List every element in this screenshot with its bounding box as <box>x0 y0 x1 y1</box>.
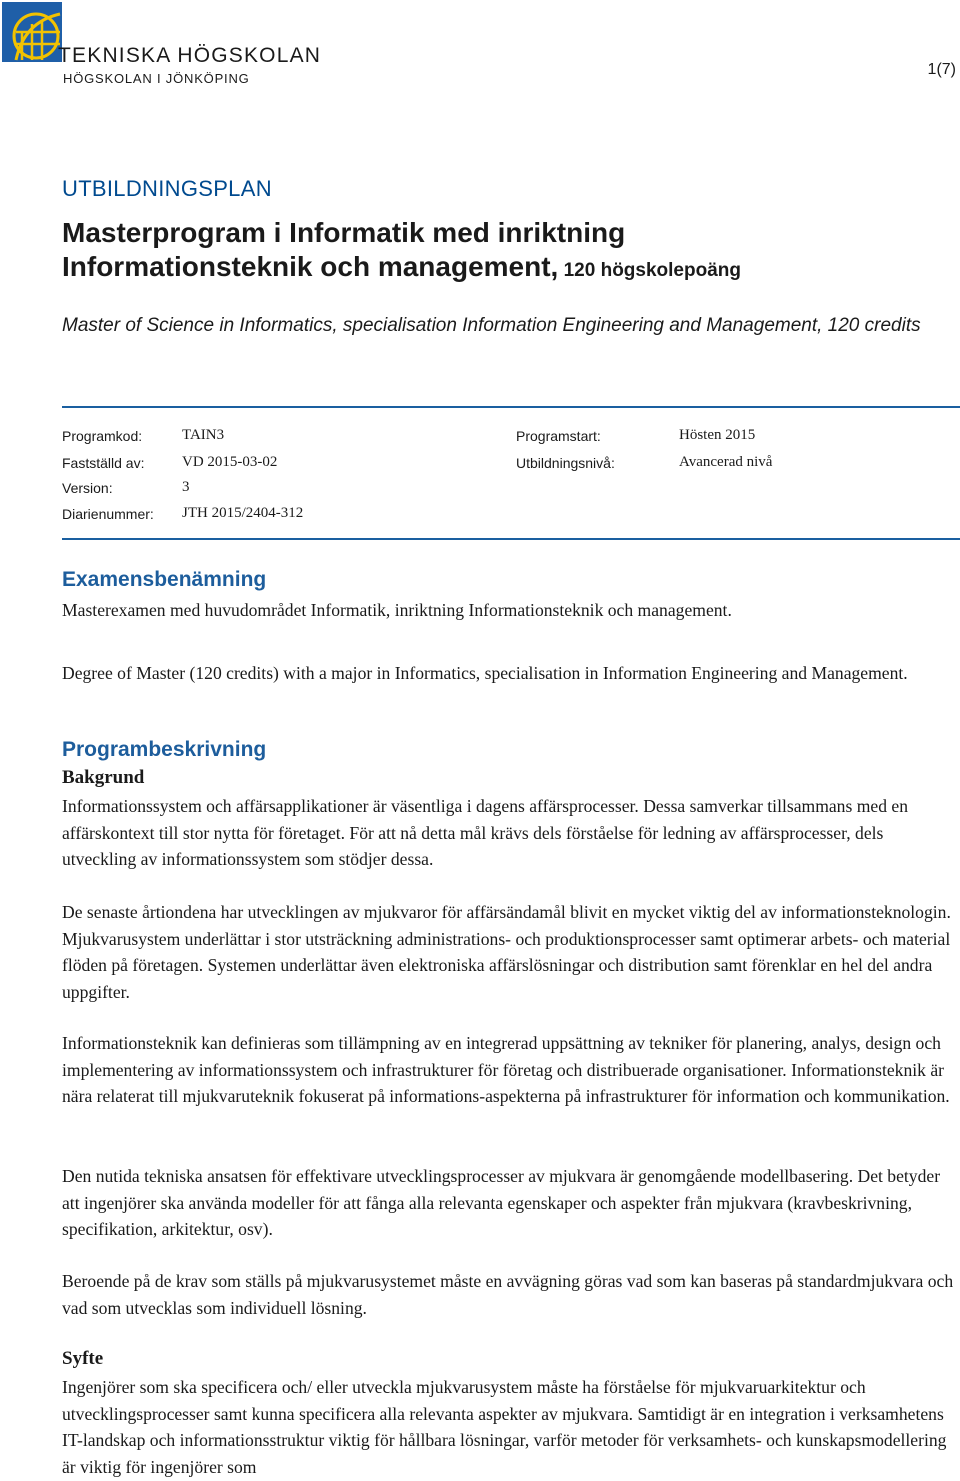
meta-divider-top <box>62 406 960 408</box>
diarienummer-label: Diarienummer: <box>62 506 154 522</box>
title-line-2 <box>62 250 942 288</box>
meta-divider-bottom <box>62 538 960 540</box>
syfte-heading: Syfte <box>62 1348 104 1369</box>
programstart-value: Hösten 2015 <box>679 427 756 443</box>
syfte-paragraph: Ingenjörer som ska specificera och/ eller utveckla mjukvarusystem måste ha förståelse för mjukvaruarkitektur och utvecklingsprocesser samt kunna specificera alla relevanta aspekter av mjukvara. Samtidigt är en integration i verksamhetens IT-landskap och informationsstruktur viktig för hållbara lösningar, varför metoder för verksamhets- och kunskapsmodellering är viktig för ingenjörer som <box>62 1377 947 1477</box>
bakgrund-paragraph-1: Informationssystem och affärsapplikationer är väsentliga i dagens affärsprocesser. Dessa samverkar tillsammans med en affärskontext till stor nytta för företaget. För att nå detta mål krävs dels förståelse för ledning av affärsprocesser, dels utveckling av informationssystem som stödjer dessa. <box>62 796 909 869</box>
examensbenamning-swedish: Masterexamen med huvudområdet Informatik, inriktning Informationsteknik och management. <box>62 600 732 620</box>
programbeskrivning-heading: Programbeskrivning <box>62 738 267 761</box>
title-line-2-main: Informationsteknik och management, <box>62 251 559 282</box>
utbildningsniva-value: Avancerad nivå <box>679 454 773 470</box>
programkod-label: Programkod: <box>62 428 143 444</box>
bakgrund-paragraph-2: De senaste årtiondena har utvecklingen av mjukvaror för affärsändamål blivit en mycket viktig del av informationsteknologin. Mjukvarusystem underlättar i stor utsträckning administrations- och produktionsprocesser samt optimerar arbets- och material flöden på företagen. Systemen underlättar även elektroniska affärslösningar och distribution samt förenklar en hel del andra uppgifter. <box>62 902 951 1002</box>
title-line-1: Masterprogram i Informatik med inriktning <box>62 217 626 248</box>
diarienummer-value: JTH 2015/2404-312 <box>182 505 304 521</box>
examensbenamning-english: Degree of Master (120 credits) with a major in Informatics, specialisation in Information Engineering and Management. <box>62 663 908 683</box>
bakgrund-heading: Bakgrund <box>62 767 145 788</box>
faststalld-value: VD 2015-03-02 <box>182 454 278 470</box>
programkod-value: TAIN3 <box>182 427 225 443</box>
university-logo-icon <box>2 2 62 62</box>
version-value: 3 <box>182 479 190 495</box>
programstart-label: Programstart: <box>516 428 601 444</box>
bakgrund-paragraph-4: Den nutida tekniska ansatsen för effektivare utvecklingsprocesser av mjukvara är genomgående modellbasering. Det betyder att ingenjörer ska använda modeller för att fånga alla relevanta egenskaper och aspekter från mjukvara (kravbeskrivning, specifikation, arkitektur, osv). <box>62 1166 941 1239</box>
examensbenamning-heading: Examensbenämning <box>62 568 267 591</box>
brand-subtitle: HÖGSKOLAN I JÖNKÖPING <box>63 71 250 86</box>
faststalld-label: Fastställd av: <box>62 455 145 471</box>
title-credits: 120 högskolepoäng <box>558 260 741 281</box>
document-type: UTBILDNINGSPLAN <box>62 176 272 201</box>
english-title: Master of Science in Informatics, specialisation Information Engineering and Management, 120 credits <box>62 315 921 336</box>
brand-name: TEKNISKA HÖGSKOLAN <box>58 44 322 67</box>
version-label: Version: <box>62 480 113 496</box>
page-number: 1(7) <box>927 61 956 78</box>
bakgrund-paragraph-5: Beroende på de krav som ställs på mjukvarusystemet måste en avvägning göras vad som kan baseras på standardmjukvara och vad som utvecklas som individuell lösning. <box>62 1271 954 1318</box>
bakgrund-paragraph-3: Informationsteknik kan definieras som tillämpning av en integrerad uppsättning av tekniker för planering, analys, design och implementering av informationssystem och infrastrukturer för företag och distribuerade organisationer. Informationsteknik är nära relaterat till mjukvaruteknik fokuserat på informations-aspekterna på infrastrukturer för information och kommunikation. <box>62 1033 950 1106</box>
utbildningsniva-label: Utbildningsnivå: <box>516 455 615 471</box>
program-title <box>62 216 942 288</box>
